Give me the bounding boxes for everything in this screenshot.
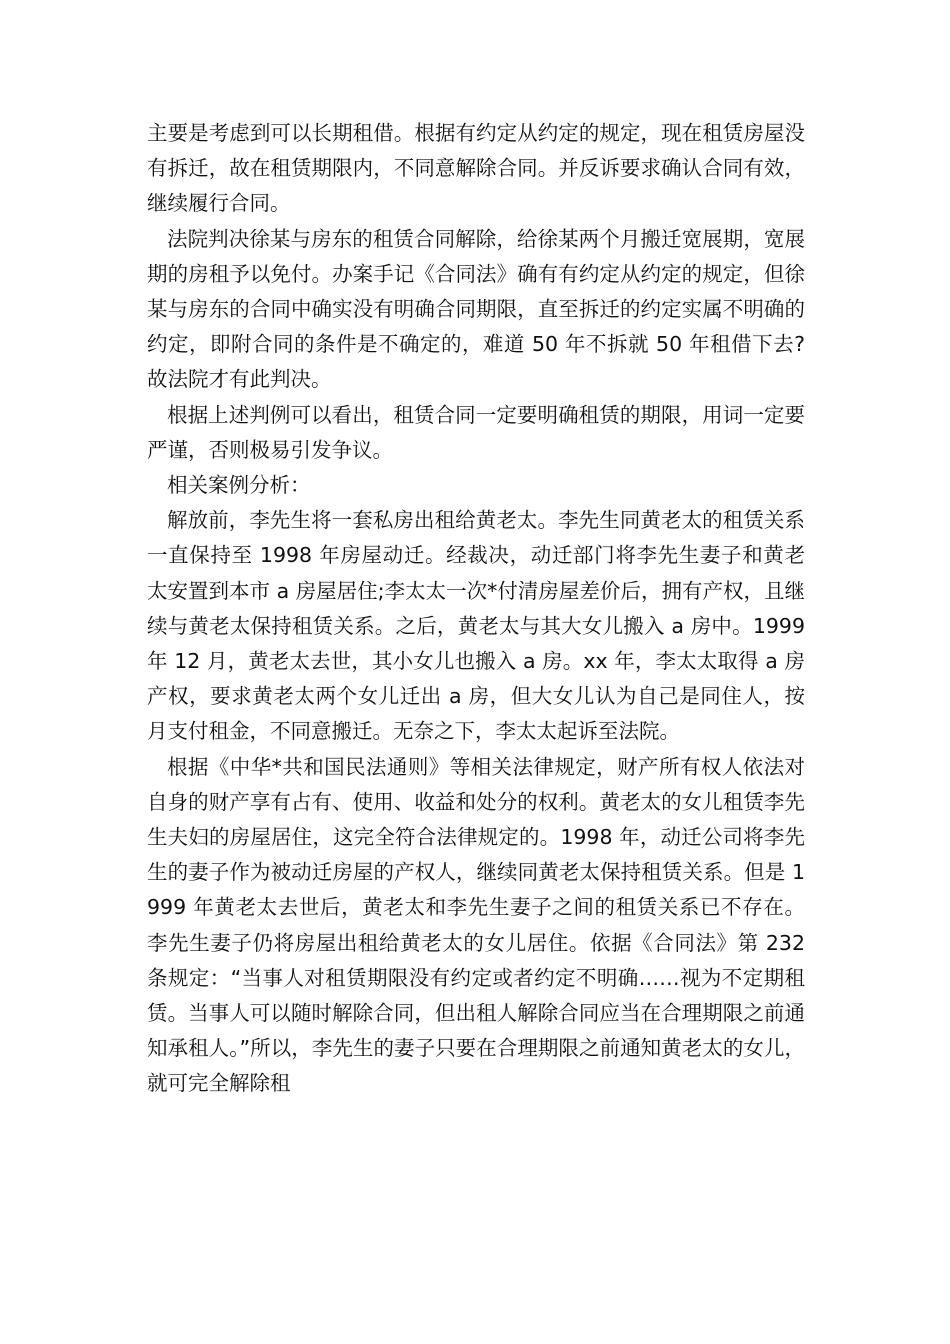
paragraph-4: 相关案例分析： <box>167 473 311 498</box>
paragraph-1: 主要是考虑到可以长期租借。根据有约定从约定的规定，现在租赁房屋没有拆迁，故在租赁期限内，不同意解除合同。并反诉要求确认合同有效，继续履行合同。 <box>147 121 805 216</box>
document-body <box>147 116 805 1102</box>
paragraph-6: 根据《中华*共和国民法通则》等相关法律规定，财产所有权人依法对自身的财产享有占有、使用、收益和处分的权利。黄老太的女儿租赁李先生夫妇的房屋居住，这完全符合法律规定的。1998 年，动迁公司将李先生的妻子作为被动迁房屋的产权人，继续同黄老太保持租赁关系。但是 1999 年黄老太去世后，黄老太和李先生妻子之间的租赁关系已不存在。李先生妻子仍将房屋出租给黄老太的女儿居住。依据《合同法》第 232 条规定：“当事人对租赁期限没有约定或者约定不明确……视为不定期租赁。当事人可以随时解除合同，但出租人解除合同应当在合理期限之前通知承租人。”所以，李先生的妻子只要在合理期限之前通知黄老太的女儿，就可完全解除租 <box>147 754 805 1096</box>
paragraph-3: 根据上述判例可以看出，租赁合同一定要明确租赁的期限，用词一定要严谨，否则极易引发争议。 <box>147 402 805 462</box>
paragraph-2: 法院判决徐某与房东的租赁合同解除，给徐某两个月搬迁宽展期，宽展期的房租予以免付。办案手记《合同法》确有有约定从约定的规定，但徐某与房东的合同中确实没有明确合同期限，直至拆迁的约定实属不明确的约定，即附合同的条件是不确定的，难道 50 年不拆就 50 年租借下去?故法院才有此判决。 <box>147 226 805 392</box>
paragraph-5: 解放前，李先生将一套私房出租给黄老太。李先生同黄老太的租赁关系一直保持至 1998 年房屋动迁。经裁决，动迁部门将李先生妻子和黄老太安置到本市 a 房屋居住;李太太一次*付清房屋差价后，拥有产权，且继续与黄老太保持租赁关系。之后，黄老太与其大女儿搬入 a 房中。1999 年 12 月，黄老太去世，其小女儿也搬入 a 房。xx 年，李太太取得 a 房产权，要求黄老太两个女儿迁出 a 房，但大女儿认为自己是同住人，按月支付租金，不同意搬迁。无奈之下，李太太起诉至法院。 <box>147 508 805 744</box>
